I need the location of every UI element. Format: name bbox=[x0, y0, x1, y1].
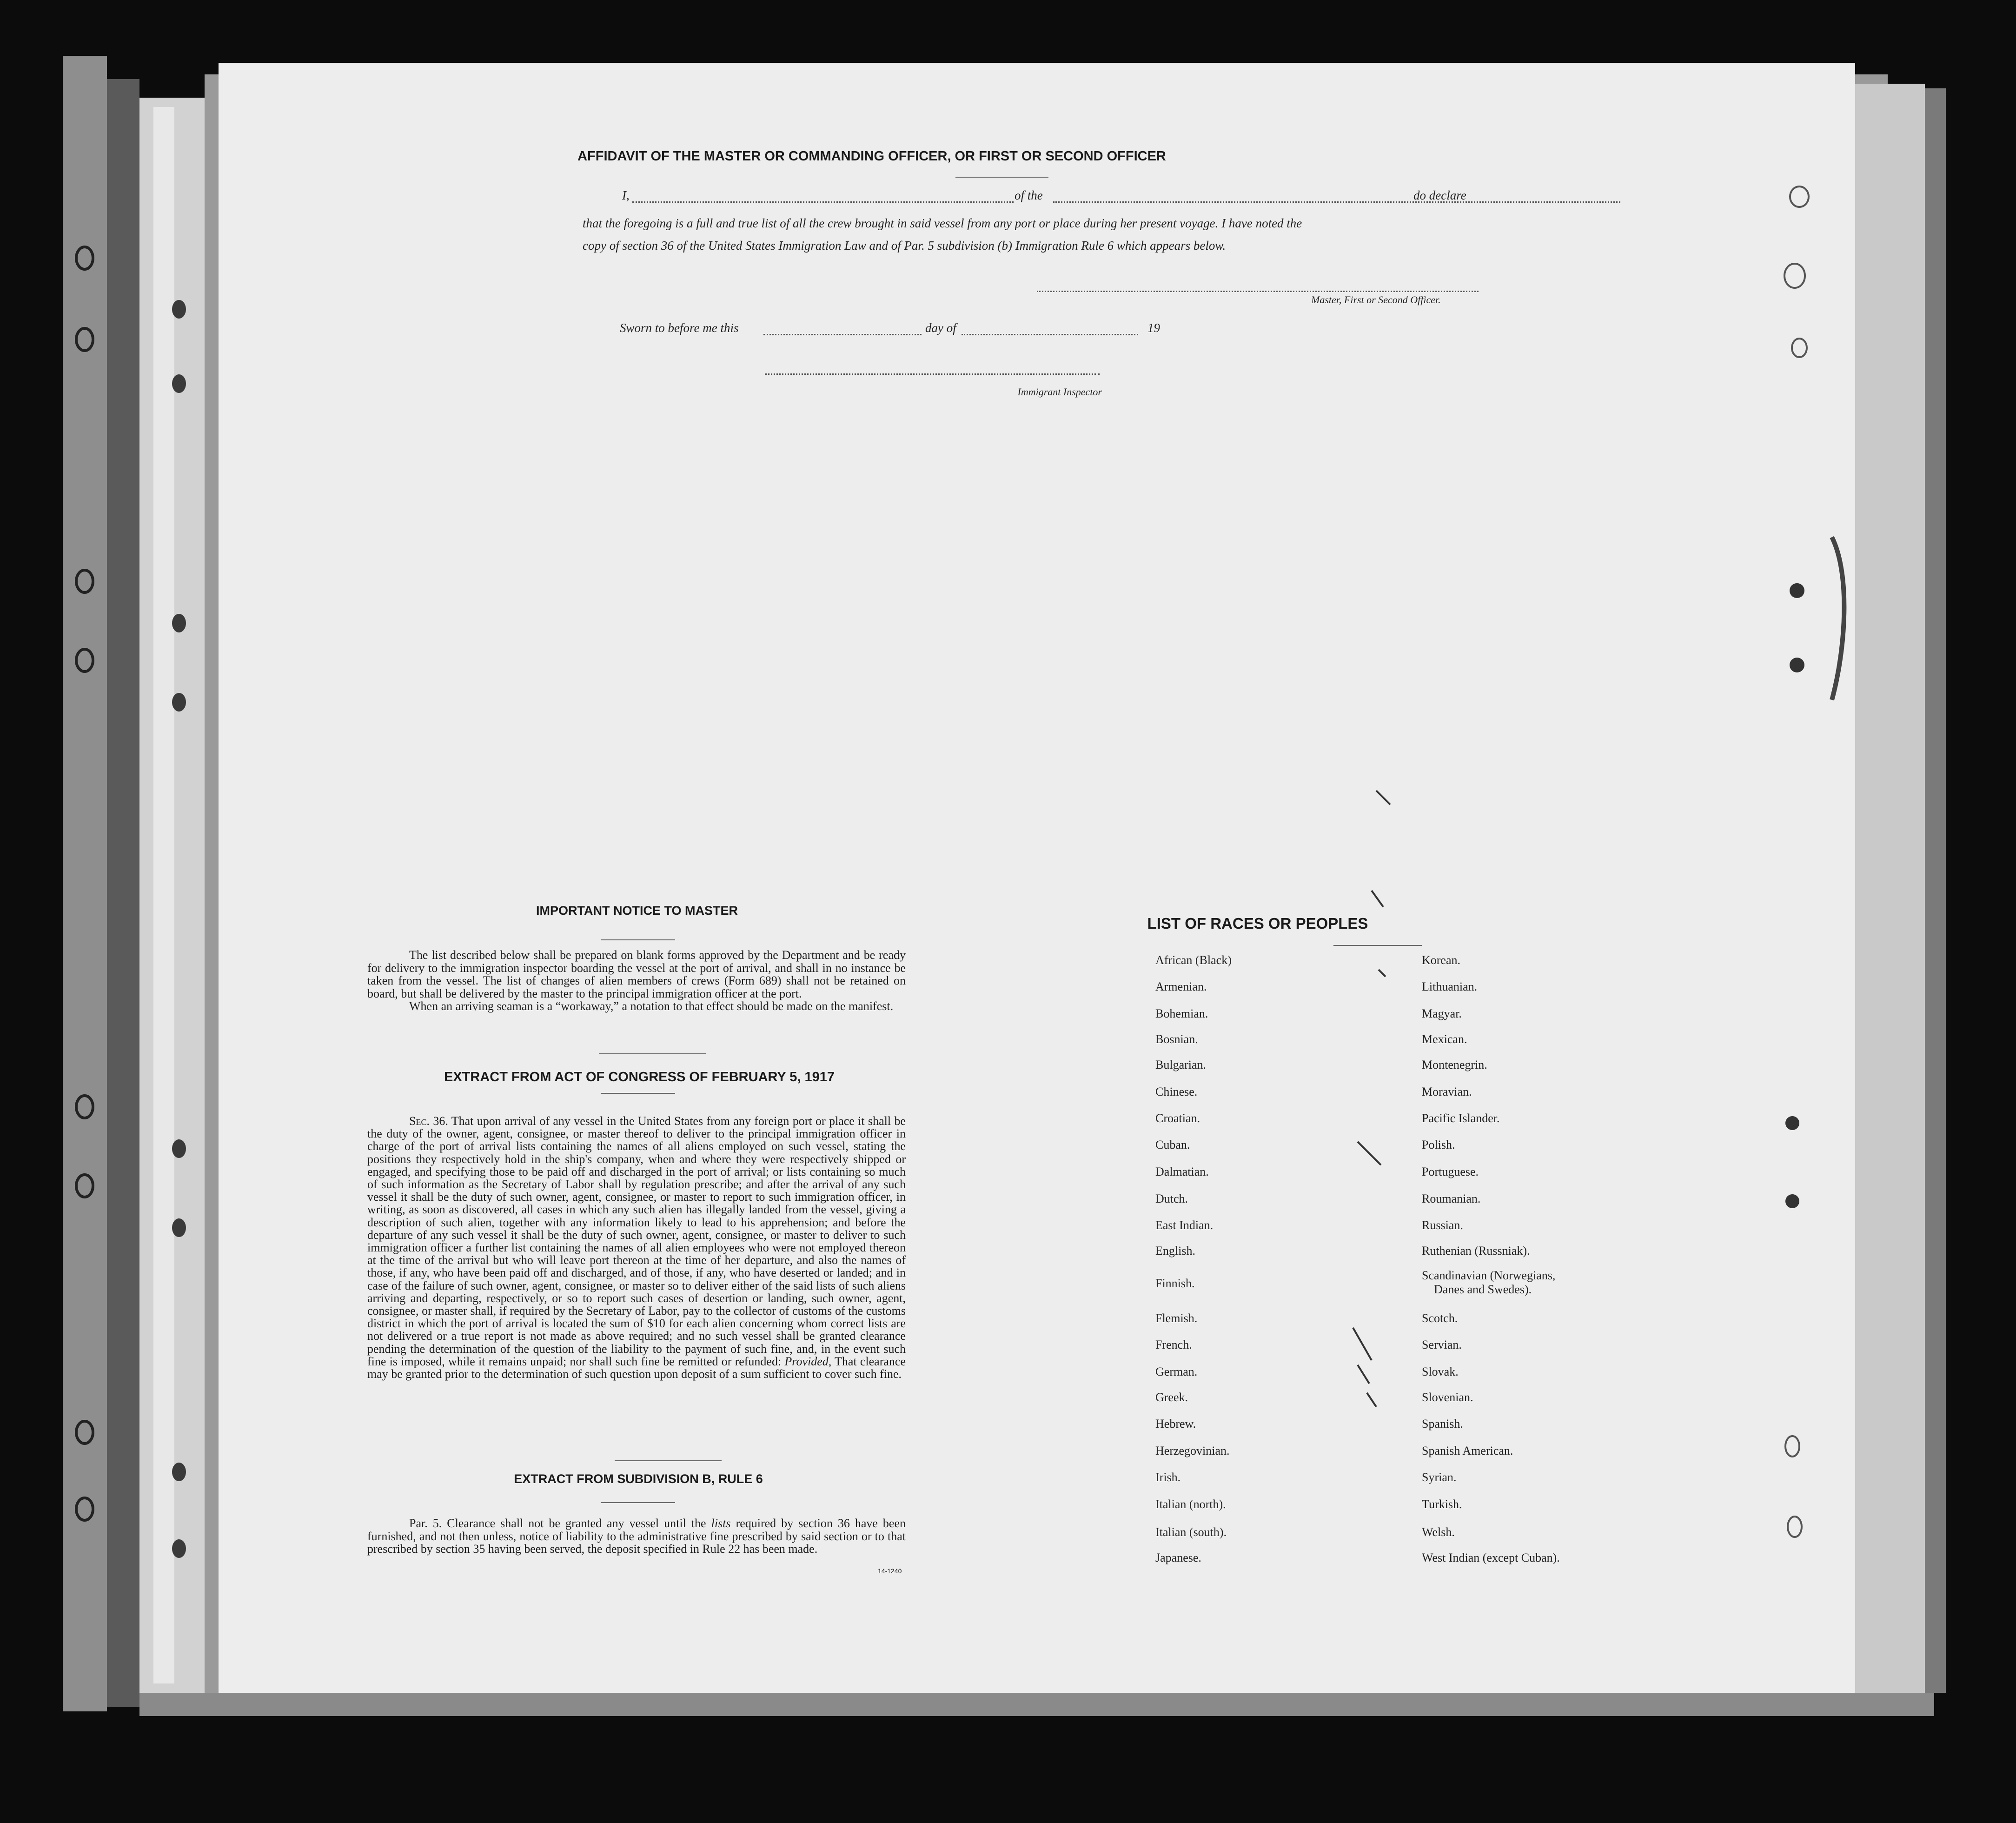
act-text-end: That clearance may be granted prior to the determination of such question upon deposit of a sum sufficient to cover such fine. bbox=[367, 1354, 906, 1381]
sworn-text: Sworn to before me this bbox=[620, 321, 739, 335]
race-left-item: Croatian. bbox=[1155, 1111, 1200, 1125]
race-right-item: Spanish American. bbox=[1422, 1444, 1513, 1457]
race-left-item: Hebrew. bbox=[1155, 1417, 1196, 1430]
races-title: LIST OF RACES OR PEOPLES bbox=[1147, 915, 1368, 932]
race-right-item: Portuguese. bbox=[1422, 1165, 1479, 1178]
document-page bbox=[219, 63, 1855, 1693]
inspector-label: Immigrant Inspector bbox=[1017, 386, 1102, 398]
race-left-item: French. bbox=[1155, 1338, 1192, 1351]
race-left-item: Bohemian. bbox=[1155, 1007, 1208, 1020]
race-left-item: Greek. bbox=[1155, 1391, 1188, 1404]
race-right-item: Magyar. bbox=[1422, 1007, 1462, 1020]
race-left-item: Armenian. bbox=[1155, 980, 1207, 993]
race-left-item: German. bbox=[1155, 1365, 1198, 1378]
day-of: day of bbox=[925, 321, 956, 335]
act-provided: Provided, bbox=[784, 1354, 832, 1368]
sec-label: Sec. 36. bbox=[409, 1114, 448, 1128]
race-right-item: Russian. bbox=[1422, 1218, 1463, 1232]
race-right-item: Slovenian. bbox=[1422, 1391, 1473, 1404]
race-left-item: Italian (south). bbox=[1155, 1525, 1227, 1539]
race-left-item: African (Black) bbox=[1155, 953, 1232, 967]
race-right-item: Moravian. bbox=[1422, 1085, 1472, 1098]
race-right-item: Servian. bbox=[1422, 1338, 1462, 1351]
race-left-item: Dalmatian. bbox=[1155, 1165, 1209, 1178]
notice-title: IMPORTANT NOTICE TO MASTER bbox=[536, 904, 738, 918]
race-left-item: Finnish. bbox=[1155, 1277, 1195, 1290]
race-left-item: Flemish. bbox=[1155, 1311, 1198, 1325]
race-right-item: Scotch. bbox=[1422, 1311, 1458, 1325]
race-right-item: Mexican. bbox=[1422, 1032, 1467, 1046]
race-left-item: Japanese. bbox=[1155, 1551, 1201, 1564]
race-left-item: Bulgarian. bbox=[1155, 1058, 1207, 1071]
affidavit-do-declare: do declare bbox=[1413, 188, 1466, 202]
act-text: That upon arrival of any vessel in the United States from any foreign port or place it shall be the duty of the owner, agent, consignee, or master thereof to deliver to the principal immigration officer in charge of the port of arrival lists containing the names of all aliens employed on such vessel, stating the positions they respectively hold in the ship's company, when and where they were respectively shipped or engaged, and specifying those to be paid off and discharged in the port of arrival; or lists containing so much of such information as the Secretary of Labor shall by regulation prescribe; and after the arrival of any such vessel it shall be the duty of such owner, agent, consignee, or master to report to such immigration officer, in writing, as soon as discovered, all cases in which any such alien has illegally landed from the vessel, giving a description of such alien, together with any information likely to lead to his apprehension; and before the departure of any such vessel it shall be the duty of such owner, agent, consignee, or master to deliver to such immigration officer a further list containing the names of all alien employees who were not employed thereon at the time of the arrival but who will leave port thereon at the time of her departure, and also the names of those, if any, who have been paid off and discharged, and of those, if any, who have deserted or landed; and in case of the failure of such owner, agent, consignee, or master so to deliver either of the said lists of such aliens arriving and departing, respectively, or so to report such cases of desertion or landing, such owner, agent, consignee, or master shall, if required by the Secretary of Labor, pay to the collector of customs of the customs district in which the port of arrival is located the sum of $10 for each alien concerning whom correct lists are not delivered or a true report is not made as above required; and no such vessel shall be granted clearance pending the determination of the question of the liability to the payment of such fine, and, in the event such fine is imposed, while it remains unpaid; nor shall such fine be remitted or refunded: bbox=[367, 1114, 906, 1368]
affidavit-of-the: of the bbox=[1015, 188, 1043, 202]
affidavit-line2: that the foregoing is a full and true list of all the crew brought in said vessel from any port or place during her present voyage. I have noted the bbox=[583, 216, 1302, 230]
race-right-item: Slovak. bbox=[1422, 1365, 1459, 1378]
race-left-item: Italian (north). bbox=[1155, 1497, 1226, 1511]
rule-title: EXTRACT FROM SUBDIVISION B, RULE 6 bbox=[514, 1472, 763, 1486]
race-right-item: West Indian (except Cuban). bbox=[1422, 1551, 1560, 1564]
race-left-item: Dutch. bbox=[1155, 1192, 1188, 1205]
scan-marks bbox=[219, 63, 1855, 1693]
race-right-item: Turkish. bbox=[1422, 1497, 1462, 1511]
notice-para-2: When an arriving seaman is a “workaway,” a notation to that effect should be made on the manifest. bbox=[409, 999, 894, 1013]
affidavit-line3: copy of section 36 of the United States Immigration Law and of Par. 5 subdivision (b) Immigration Rule 6 which appears below. bbox=[583, 239, 1226, 253]
race-right-item: Ruthenian (Russniak). bbox=[1422, 1244, 1530, 1257]
race-left-item: Herzegovinian. bbox=[1155, 1444, 1230, 1457]
race-right-item: Polish. bbox=[1422, 1138, 1455, 1151]
act-title: EXTRACT FROM ACT OF CONGRESS OF FEBRUARY 5, 1917 bbox=[444, 1070, 835, 1084]
rule-lists: lists bbox=[711, 1517, 731, 1530]
race-right-item: Pacific Islander. bbox=[1422, 1111, 1500, 1125]
race-right-item: Korean. bbox=[1422, 953, 1461, 967]
race-right-item: Syrian. bbox=[1422, 1470, 1457, 1484]
rule-text-b: required by section 36 have been furnished, and not then unless, notice of liability to the administrative fine prescribed by said section or to that prescribed by section 35 having been served, the deposit specified in Rule 22 has been made. bbox=[367, 1517, 906, 1556]
form-number: 14-1240 bbox=[878, 1567, 902, 1575]
race-left-item: East Indian. bbox=[1155, 1218, 1214, 1232]
race-left-item: English. bbox=[1155, 1244, 1195, 1257]
race-right-item: Welsh. bbox=[1422, 1525, 1455, 1539]
race-right-item: Montenegrin. bbox=[1422, 1058, 1487, 1071]
affidavit-i: I, bbox=[622, 188, 630, 202]
year-19: 19 bbox=[1147, 321, 1160, 335]
race-left-item: Bosnian. bbox=[1155, 1032, 1198, 1046]
race-right-item: Scandinavian (Norwegians, Danes and Swedes). bbox=[1422, 1269, 1556, 1296]
notice-para-1: The list described below shall be prepared on blank forms approved by the Department and be ready for delivery to the immigration inspector boarding the vessel at the port of arrival, and shall in no instance be taken from the vessel. The list of changes of alien members of crews (Form 689) shall not be retained on board, but shall be delivered by the master to the principal immigration officer at the port. bbox=[367, 948, 906, 1000]
master-signature-label: Master, First or Second Officer. bbox=[1311, 294, 1441, 306]
race-right-item: Spanish. bbox=[1422, 1417, 1463, 1430]
affidavit-title: AFFIDAVIT OF THE MASTER OR COMMANDING OFFICER, OR FIRST OR SECOND OFFICER bbox=[577, 149, 1166, 164]
race-left-item: Cuban. bbox=[1155, 1138, 1190, 1151]
race-right-item: Roumanian. bbox=[1422, 1192, 1481, 1205]
race-right-item: Lithuanian. bbox=[1422, 980, 1478, 993]
race-left-item: Irish. bbox=[1155, 1470, 1181, 1484]
race-left-item: Chinese. bbox=[1155, 1085, 1198, 1098]
rule-text-a: Par. 5. Clearance shall not be granted any vessel until the bbox=[409, 1517, 706, 1530]
